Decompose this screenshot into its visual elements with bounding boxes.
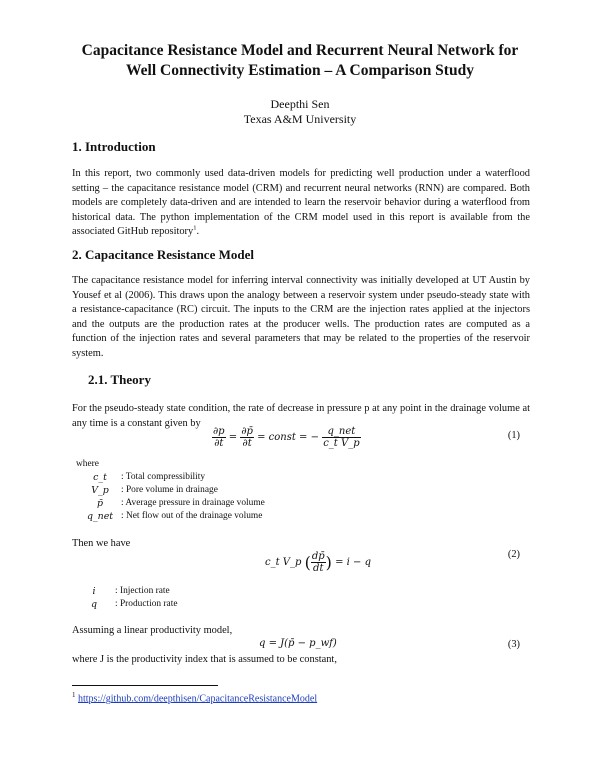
- eq2-lhs: c_t V_p: [265, 557, 302, 568]
- eq2-num: dp̄: [311, 551, 325, 562]
- def-symbol: q_net: [86, 511, 114, 522]
- theory-intro: For the pseudo-steady state condition, the rate of decrease in pressure p at any point in the drainage volume at any time is a constant given by: [72, 403, 530, 429]
- eq1-d1: ∂p: [213, 426, 225, 437]
- equation-2: c_t V_p ( $\frac{dp̄}{dt}$ ) = i − q: [265, 551, 372, 574]
- intro-text: In this report, two commonly used data-driven models for predicting well production under a waterflood setting – the capacitance resistance model (CRM) and recurrent neural networks (RNN) are compared. Both models are completely data-driven and are intended to learn the reservoir behavior during a waterflood from historical data. The python implementation of the CRM model used in this report is available from the associated GitHub repository: [72, 168, 530, 238]
- eq2-den: dt: [313, 563, 324, 574]
- title-line-2: Well Connectivity Estimation – A Comparison Study: [126, 62, 474, 79]
- assuming-text: Assuming a linear productivity model,: [72, 625, 233, 636]
- equation-1: $\frac{\partial p}{\partial t}$ = $\frac{\partial p̄}{\partial t}$ = const = − $\frac{\text{q\_net}}{\text{c\_t V\_p}}$: [213, 426, 360, 449]
- def-desc: : Injection rate: [115, 586, 170, 596]
- eq1-d2: ∂p̄: [241, 426, 253, 437]
- section-2-1-heading: 2.1. Theory: [88, 372, 151, 387]
- def-desc: : Total compressibility: [121, 472, 206, 482]
- def-symbol: i: [92, 586, 96, 597]
- section-1-paragraph: [72, 167, 530, 240]
- then-label: Then we have: [72, 538, 131, 549]
- paper-title: [40, 41, 560, 81]
- section-1-heading: 1. Introduction: [72, 139, 156, 154]
- eq1-dt1: ∂t: [214, 438, 224, 449]
- author-name: Deepthi Sen: [270, 97, 330, 111]
- section-2-heading: 2. Capacitance Resistance Model: [72, 247, 254, 262]
- eq1-dt2: ∂t: [242, 438, 252, 449]
- eq2-rhs: = i − q: [335, 557, 372, 568]
- equation-3-number: (3): [507, 639, 520, 650]
- def-symbol: V_p: [91, 485, 109, 496]
- eq1-const: = const = −: [257, 432, 319, 443]
- def-desc: : Pore volume in drainage: [121, 485, 218, 495]
- equation-2-number: (2): [507, 549, 520, 560]
- equation-3: q = J(p̄ − p_wf): [259, 638, 337, 649]
- footnote-marker: 1: [72, 691, 76, 699]
- footnote-ref[interactable]: 1: [193, 224, 197, 232]
- eq1-num: q_net: [322, 426, 360, 438]
- def-desc: : Net flow out of the drainage volume: [121, 511, 263, 521]
- definitions-list-2: [79, 585, 379, 613]
- footnote-divider: [72, 685, 218, 686]
- definitions-list-1: [85, 471, 385, 525]
- eq1-den: c_t V_p: [323, 438, 360, 449]
- where-j-text: where J is the productivity index that is assumed to be constant,: [72, 654, 337, 665]
- equation-1-number: (1): [507, 430, 520, 441]
- intro-tail: .: [196, 226, 200, 238]
- footnote: [72, 691, 317, 704]
- author-affiliation: Texas A&M University: [243, 112, 357, 126]
- section-2-paragraph: The capacitance resistance model for inferring interval connectivity was initially developed at UT Austin by Yousef et al (2006). This draws upon the analogy between a reservoir system under pseudo-steady state with a resistance-capacitance (RC) circuit. The inputs to the CRM are the injection rates applied at the injectors and the outputs are the production rates at the producer wells. The production rates are computed as a function of the injection rates and several parameters that may be related to the properties of the reservoir system.: [72, 275, 530, 359]
- github-link[interactable]: https://github.com/deepthisen/CapacitanceResistanceModel: [78, 693, 318, 705]
- def-symbol: p̄: [96, 498, 103, 509]
- def-desc: : Production rate: [115, 599, 178, 609]
- def-symbol: c_t: [93, 472, 107, 483]
- def-desc: : Average pressure in drainage volume: [121, 498, 265, 508]
- def-symbol: q: [90, 599, 97, 610]
- title-line-1: Capacitance Resistance Model and Recurrent Neural Network for: [81, 42, 519, 59]
- where-label: where: [76, 459, 99, 469]
